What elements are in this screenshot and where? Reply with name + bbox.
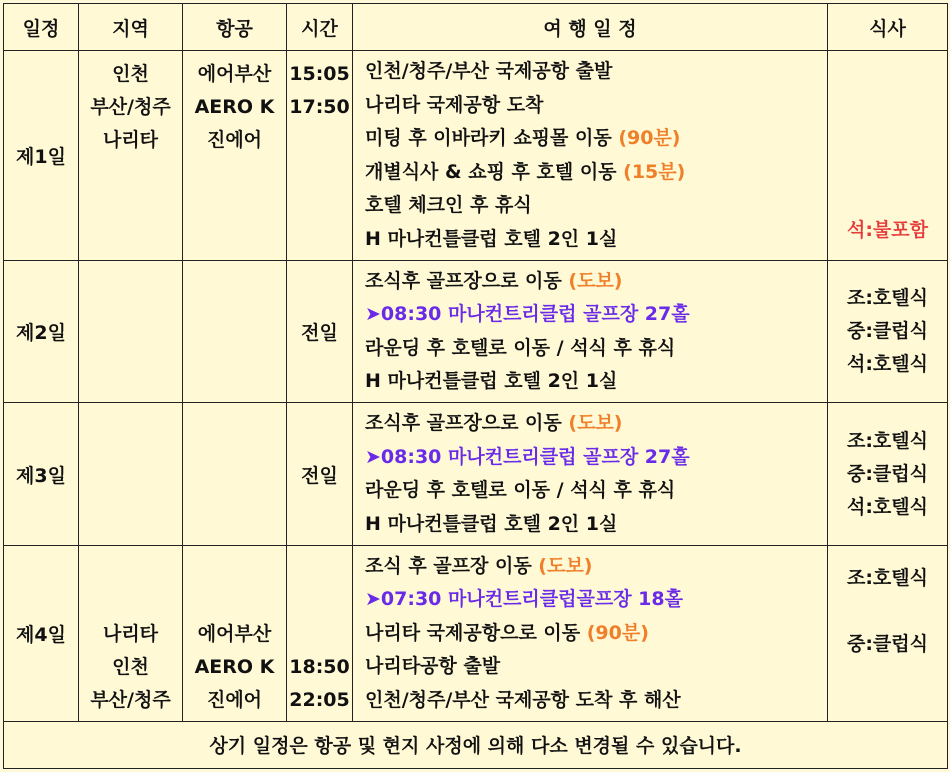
airline-cell — [183, 545, 287, 721]
region-item: 나리타 — [102, 129, 159, 151]
meal-item: 중:클럽식 — [846, 320, 928, 343]
schedule-line: 나리타공항 출발 — [365, 655, 501, 678]
airline-cell — [183, 51, 287, 261]
schedule-line: 조식 후 골프장 이동 (도보) — [365, 554, 593, 577]
meal-item: 중:클럽식 — [846, 632, 928, 655]
day-row-1 — [4, 51, 948, 261]
meal-item: 조:호텔식 — [846, 566, 928, 589]
header-schedule: 여 행 일 정 — [353, 4, 828, 51]
day-label: 제3일 — [4, 403, 79, 545]
time-item: 15:05 — [289, 63, 350, 85]
header-day: 일정 — [4, 4, 79, 51]
time-item: 18:50 — [289, 655, 350, 678]
airline-item: 에어부산 — [197, 63, 272, 85]
meals-cell — [828, 403, 948, 545]
region-item: 나리타 — [102, 622, 159, 645]
duration-note: (도보) — [568, 412, 623, 435]
schedule-line: 나리타 국제공항으로 이동 (90분) — [365, 621, 649, 644]
schedule-line: 미팅 후 이바라키 쇼핑몰 이동 (90분) — [365, 127, 681, 150]
airline-cell — [183, 261, 287, 403]
meal-item: 석:호텔식 — [846, 495, 928, 518]
duration-note: (도보) — [568, 269, 623, 292]
header-meals: 식사 — [828, 4, 948, 51]
meal-item: 조:호텔식 — [846, 429, 928, 452]
schedule-line: H 마나컨틀클럽 호텔 2인 1실 — [365, 227, 618, 250]
schedule-line: 조식후 골프장으로 이동 (도보) — [365, 269, 623, 292]
duration-note: (15분) — [623, 160, 686, 183]
region-cell — [79, 545, 183, 721]
airline-item: 진에어 — [206, 688, 263, 711]
schedule-line: 개별식사 & 쇼핑 후 호텔 이동 (15분) — [365, 160, 686, 183]
golf-tee-time: ➤08:30 마나컨트리클럽 골프장 27홀 — [365, 445, 690, 468]
schedule-line: 인천/청주/부산 국제공항 출발 — [365, 60, 613, 83]
time-cell — [287, 545, 353, 721]
schedule-line: 나리타 국제공항 도착 — [365, 93, 544, 116]
day-row-3 — [4, 403, 948, 545]
header-region: 지역 — [79, 4, 183, 51]
day-label: 제1일 — [4, 51, 79, 261]
header-time: 시간 — [287, 4, 353, 51]
meal-item: 석:불포함 — [846, 219, 928, 242]
airline-cell — [183, 403, 287, 545]
region-item: 인천 — [112, 63, 149, 85]
time-item: 17:50 — [289, 96, 350, 118]
schedule-line: 라운딩 후 호텔로 이동 / 석식 후 휴식 — [365, 479, 676, 502]
schedule-cell — [353, 51, 828, 261]
header-airline: 항공 — [183, 4, 287, 51]
duration-note: (90분) — [586, 621, 649, 644]
duration-note: (도보) — [538, 554, 593, 577]
region-item: 부산/청주 — [90, 96, 171, 118]
region-cell — [79, 261, 183, 403]
golf-tee-time: ➤07:30 마나컨트리클럽골프장 18홀 — [365, 588, 683, 611]
meals-cell — [828, 51, 948, 261]
meal-item — [828, 595, 947, 628]
duration-note: (90분) — [618, 127, 681, 150]
time-cell — [287, 51, 353, 261]
schedule-line: H 마나컨틀클럽 호텔 2인 1실 — [365, 370, 618, 393]
schedule-line: H 마나컨틀클럽 호텔 2인 1실 — [365, 512, 618, 535]
airline-item: AERO K — [194, 655, 275, 678]
time-item: 22:05 — [289, 688, 350, 711]
meal-item: 중:클럽식 — [846, 462, 928, 485]
region-cell — [79, 51, 183, 261]
schedule-cell — [353, 261, 828, 403]
meal-item: 석:호텔식 — [846, 353, 928, 376]
golf-tee-time: ➤08:30 마나컨트리클럽 골프장 27홀 — [365, 303, 690, 326]
schedule-line: 인천/청주/부산 국제공항 도착 후 해산 — [365, 688, 681, 711]
schedule-cell — [353, 545, 828, 721]
schedule-line: 라운딩 후 호텔로 이동 / 석식 후 휴식 — [365, 336, 676, 359]
day-label: 제2일 — [4, 261, 79, 403]
airline-item: AERO K — [194, 96, 275, 118]
meal-item: 조:호텔식 — [846, 287, 928, 310]
change-notice: 상기 일정은 항공 및 현지 사정에 의해 다소 변경될 수 있습니다. — [4, 721, 948, 768]
region-item: 인천 — [112, 655, 149, 678]
time-cell: 전일 — [287, 403, 353, 545]
footer-row — [4, 721, 948, 768]
schedule-line: 조식후 골프장으로 이동 (도보) — [365, 412, 623, 435]
meals-cell — [828, 545, 948, 721]
time-cell: 전일 — [287, 261, 353, 403]
airline-item: 에어부산 — [197, 622, 272, 645]
airline-item: 진에어 — [206, 129, 263, 151]
itinerary-table — [3, 3, 948, 769]
day-label: 제4일 — [4, 545, 79, 721]
region-cell — [79, 403, 183, 545]
region-item: 부산/청주 — [90, 688, 171, 711]
schedule-cell — [353, 403, 828, 545]
schedule-line: 호텔 체크인 후 휴식 — [365, 194, 532, 217]
meals-cell — [828, 261, 948, 403]
day-row-4 — [4, 545, 948, 721]
day-row-2 — [4, 261, 948, 403]
header-row — [4, 4, 948, 51]
